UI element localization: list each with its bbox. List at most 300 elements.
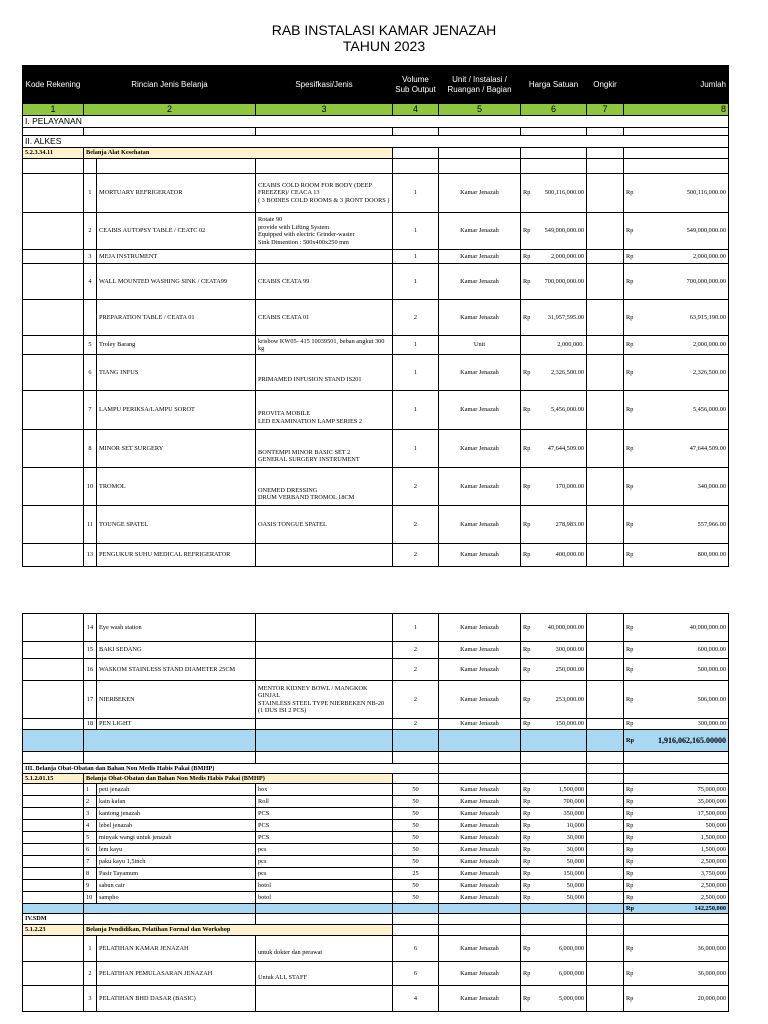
item-ongkir [587,659,624,681]
item-number: 4 [84,264,97,300]
table-row [23,468,729,506]
currency: Rp [523,881,531,889]
total-value: 75,000,000 [697,785,726,793]
item-ongkir [587,808,624,820]
total-value: 2,500,000 [700,893,726,901]
table-row [23,336,729,355]
item-number: 3 [84,250,97,264]
empty-cell [23,820,84,832]
item-number: 3 [84,808,97,820]
item-unit: Kamar Jenazah [439,174,521,213]
item-unit: Kamar Jenazah [439,892,521,904]
item-number: 8 [84,868,97,880]
item-volume: 50 [393,784,439,796]
currency: Rp [523,406,531,414]
item-unit: Kamar Jenazah [439,355,521,391]
item-spec: pcs [256,844,393,856]
item-ongkir [587,796,624,808]
section-pelayanan: I. PELAYANAN [23,116,729,128]
item-spec: PRIMAMED INFUSION STAND IS201 [256,355,393,391]
item-total [624,430,729,468]
item-number: 14 [84,614,97,642]
table-row [23,174,729,213]
empty-cell [23,642,84,659]
empty-cell [23,430,84,468]
total-value: 3,750,000 [700,869,726,877]
spacer-row [23,159,729,174]
item-unit: Kamar Jenazah [439,986,521,1012]
item-spec: pcs [256,856,393,868]
currency: Rp [626,944,634,952]
item-ongkir [587,264,624,300]
currency: Rp [626,695,634,703]
total-value: 36,000,000 [697,969,726,977]
price-value: 30,000 [566,833,584,841]
table-row [23,820,729,832]
item-volume: 6 [393,962,439,986]
empty-cell [23,844,84,856]
item-spec [256,544,393,567]
currency: Rp [523,893,531,901]
total-value: 1,500,000 [700,845,726,853]
alkes-total: 1,916,062,165.00000 [658,735,726,745]
item-volume: 1 [393,250,439,264]
column-number-row [23,104,729,116]
item-ongkir [587,336,624,355]
item-total [624,681,729,719]
table-row [23,681,729,719]
item-volume: 2 [393,506,439,544]
item-volume: 1 [393,355,439,391]
item-price [521,614,587,642]
total-value: 20,000,000 [697,994,726,1002]
item-ongkir [587,250,624,264]
item-price [521,213,587,250]
total-value: 2,000,000.00 [692,341,726,349]
currency: Rp [626,368,634,376]
empty-cell [23,213,84,250]
item-unit: Kamar Jenazah [439,820,521,832]
item-name: sabun cair [97,880,256,892]
currency: Rp [523,520,531,528]
currency: Rp [626,857,634,865]
empty-cell [23,336,84,355]
item-number: 16 [84,659,97,681]
item-volume: 4 [393,986,439,1012]
col-num: 3 [256,104,393,116]
item-number [84,300,97,336]
total-value: 47,644,509.00 [689,444,726,452]
item-name: WASKOM STAINLESS STAND DIAMETER 25CM [97,659,256,681]
document-subtitle: TAHUN 2023 [342,38,426,54]
currency: Rp [523,227,531,235]
item-ongkir [587,642,624,659]
empty-cell [23,880,84,892]
item-total [624,250,729,264]
table-row [23,544,729,567]
currency: Rp [626,785,634,793]
col-num: 5 [439,104,521,116]
item-name: Troley Barang [97,336,256,355]
total-value: 63,915,190.00 [689,313,726,321]
currency: Rp [626,821,634,829]
item-ongkir [587,355,624,391]
item-name: PELATIHAN BHD DASAR (BASIC) [97,986,256,1012]
item-name: kantong jenazah [97,808,256,820]
item-volume: 50 [393,856,439,868]
item-spec: Rotate 90 provide with Lifting System Equipped with electric Grinder-waster Sink Dimention : 500x400x250 mm [256,213,393,250]
item-name: paku kayu 1,5inch [97,856,256,868]
currency: Rp [523,785,531,793]
category-title: Belanja Alat Kesehatan [84,148,393,159]
item-unit: Kamar Jenazah [439,506,521,544]
item-name: PENGUKUR SUHU MEDICAL REFRIGERATOR [97,544,256,567]
currency: Rp [523,368,531,376]
table-row [23,986,729,1012]
currency: Rp [523,845,531,853]
item-total [624,820,729,832]
item-unit: Kamar Jenazah [439,868,521,880]
currency: Rp [626,797,634,805]
empty-cell [23,784,84,796]
item-spec [256,986,393,1012]
table-row [23,659,729,681]
item-name: TOUNGE SPATEL [97,506,256,544]
section-alkes: II. ALKES [23,136,729,148]
item-volume: 2 [393,468,439,506]
item-unit: Kamar Jenazah [439,250,521,264]
table-row [23,213,729,250]
item-total [624,936,729,962]
price-value: 549,000,000.00 [544,227,584,235]
currency: Rp [626,720,634,728]
item-ongkir [587,868,624,880]
item-volume: 1 [393,336,439,355]
item-number: 13 [84,544,97,567]
item-unit: Kamar Jenazah [439,856,521,868]
item-price [521,986,587,1012]
item-ongkir [587,544,624,567]
currency: Rp [626,277,634,285]
item-spec: Untuk ALL STAFF [256,962,393,986]
currency: Rp [626,227,634,235]
empty-cell [23,986,84,1012]
total-value: 300,000.00 [697,720,726,728]
item-spec: CEABIS CEATA 99 [256,264,393,300]
total-value: 600,000.00 [697,646,726,654]
item-ongkir [587,681,624,719]
empty-cell [23,962,84,986]
table-row [23,856,729,868]
item-spec: MENTOR KIDNEY BOWL / MANGKOK GINJAL STAINLESS STEEL TYPE NIERBEKEN NB-20 (1 DUS ISI 2 PCS) [256,681,393,719]
item-name: Eye wash station [97,614,256,642]
item-spec: OASIS TONGUE SPATEL [256,506,393,544]
table-row [23,506,729,544]
price-value: 150,000 [563,869,584,877]
item-volume: 1 [393,614,439,642]
budget-table [22,65,729,567]
item-price [521,659,587,681]
currency: Rp [523,646,531,654]
item-ongkir [587,936,624,962]
currency: Rp [523,969,531,977]
item-price [521,300,587,336]
item-number: 8 [84,430,97,468]
item-name: BAKI SEDANG [97,642,256,659]
item-total [624,355,729,391]
total-value: 557,966.00 [697,520,726,528]
item-spec [256,614,393,642]
price-value: 2,000,000.00 [550,252,584,260]
item-name: WALL MOUNTED WASHING SINK / CEATA99 [97,264,256,300]
item-ongkir [587,820,624,832]
currency: Rp [626,252,634,260]
item-number: 1 [84,936,97,962]
account-code: 5.1.2.23 [23,925,84,936]
price-value: 700,000,000.00 [544,277,584,285]
currency: Rp [523,994,531,1002]
item-volume: 1 [393,264,439,300]
currency: Rp [626,904,635,912]
item-ongkir [587,856,624,868]
item-name: TROMOL [97,468,256,506]
table-row [23,300,729,336]
price-value: 31,957,595.00 [547,313,584,321]
item-price [521,355,587,391]
item-price [521,430,587,468]
item-ongkir [587,844,624,856]
item-volume: 1 [393,213,439,250]
item-name: lebel jenazah [97,820,256,832]
table-row [23,642,729,659]
item-number: 2 [84,962,97,986]
item-price [521,264,587,300]
item-price [521,719,587,730]
empty-cell [23,468,84,506]
price-value: 170,000.00 [555,482,584,490]
item-spec [256,659,393,681]
header-jumlah: Jumlah [624,66,729,104]
item-unit: Kamar Jenazah [439,719,521,730]
item-unit: Kamar Jenazah [439,264,521,300]
currency: Rp [626,833,634,841]
currency: Rp [523,833,531,841]
empty-cell [23,544,84,567]
item-name: NIERBEKEN [97,681,256,719]
price-value: 300,000.00 [555,646,584,654]
currency: Rp [523,313,531,321]
header-ongkir: Ongkir [587,66,624,104]
total-value: 340,000.00 [697,482,726,490]
table-row [23,355,729,391]
item-number: 18 [84,719,97,730]
item-ongkir [587,880,624,892]
table-row [23,880,729,892]
item-number: 11 [84,506,97,544]
total-value: 700,000,000.00 [686,277,726,285]
item-name: kain kafan [97,796,256,808]
col-num: 7 [587,104,624,116]
item-volume: 1 [393,430,439,468]
header-harga: Harga Satuan [521,66,587,104]
col-num: 6 [521,104,587,116]
total-value: 36,000,000 [697,944,726,952]
item-volume: 1 [393,391,439,430]
currency: Rp [626,969,634,977]
item-ongkir [587,506,624,544]
total-value: 549,000,000.00 [686,227,726,235]
price-value: 47,644,509.00 [547,444,584,452]
item-price [521,820,587,832]
item-price [521,174,587,213]
currency: Rp [523,623,531,631]
table-row [23,868,729,880]
item-volume: 50 [393,808,439,820]
item-volume: 2 [393,300,439,336]
currency: Rp [626,482,634,490]
item-volume: 50 [393,832,439,844]
currency: Rp [626,809,634,817]
item-total [624,614,729,642]
empty-cell [23,832,84,844]
empty-cell [23,250,84,264]
item-spec: CEABIS CEATA 01 [256,300,393,336]
item-name: PELATIHAN PEMULASARAN JENAZAH [97,962,256,986]
category-title: Belanja Obat-Obatan dan Bahan Non Medis Habis Pakai (BMHP) [84,774,393,784]
table-row [23,430,729,468]
item-volume: 1 [393,174,439,213]
item-price [521,796,587,808]
price-value: 250,000.00 [555,665,584,673]
price-value: 253,000.00 [555,695,584,703]
table-row [23,844,729,856]
item-spec: krisbow KW05- 415 10039501, beban angkut 300 kg [256,336,393,355]
item-number: 4 [84,820,97,832]
item-unit: Unit [439,336,521,355]
item-unit: Kamar Jenazah [439,614,521,642]
bmhp-total-row [23,904,729,914]
item-unit: Kamar Jenazah [439,681,521,719]
item-ongkir [587,719,624,730]
item-unit: Kamar Jenazah [439,880,521,892]
item-price [521,784,587,796]
price-value: 50,000 [566,893,584,901]
currency: Rp [626,869,634,877]
item-total [624,300,729,336]
item-total [624,880,729,892]
item-number: 15 [84,642,97,659]
category-title: Belanja Pendidikan, Pelatihan Formal dan Workshop [84,925,393,936]
item-spec: ONEMED DRESSING DRUM VERBAND TROMOL 18CM [256,468,393,506]
price-value: 278,983.00 [555,520,584,528]
item-number: 6 [84,355,97,391]
price-value: 5,000,000 [558,994,584,1002]
item-volume: 50 [393,796,439,808]
item-name: lem kayu [97,844,256,856]
account-code: 5.2.3.34.11 [23,148,84,159]
item-name: minyak wangi untuk jenazah [97,832,256,844]
total-value: 2,000,000.00 [692,252,726,260]
currency: Rp [523,189,531,197]
currency: Rp [523,695,531,703]
total-value: 500,116,000.00 [686,189,726,197]
item-total [624,391,729,430]
item-number: 6 [84,844,97,856]
item-ongkir [587,391,624,430]
item-volume: 50 [393,844,439,856]
currency: Rp [523,869,531,877]
col-num: 8 [624,104,729,116]
item-number: 10 [84,892,97,904]
currency: Rp [523,482,531,490]
item-spec: pcs [256,868,393,880]
table-row [23,391,729,430]
item-unit: Kamar Jenazah [439,844,521,856]
item-name: sampho [97,892,256,904]
item-total [624,986,729,1012]
item-total [624,719,729,730]
document-title: RAB INSTALASI KAMAR JENAZAH [271,22,497,38]
table-row [23,784,729,796]
item-price [521,506,587,544]
col-num: 4 [393,104,439,116]
price-value: 400,000.00 [555,551,584,559]
item-unit: Kamar Jenazah [439,936,521,962]
price-value: 6,000,000 [558,969,584,977]
currency: Rp [523,821,531,829]
item-total [624,336,729,355]
item-unit: Kamar Jenazah [439,832,521,844]
table-row [23,936,729,962]
item-volume: 2 [393,681,439,719]
empty-cell [23,868,84,880]
item-price [521,468,587,506]
currency: Rp [626,736,635,744]
currency: Rp [523,277,531,285]
item-ongkir [587,213,624,250]
item-spec: box [256,784,393,796]
item-spec: PCS [256,832,393,844]
item-ongkir [587,300,624,336]
currency: Rp [626,646,634,654]
item-price [521,681,587,719]
table-row [23,719,729,730]
item-ongkir [587,784,624,796]
section-sdm: IV.SDM [23,914,84,925]
price-value: 5,456,000.00 [550,406,584,414]
currency: Rp [523,857,531,865]
price-value: 50,000 [566,857,584,865]
currency: Rp [626,189,634,197]
total-value: 2,500,000 [700,857,726,865]
total-value: 17,500,000 [697,809,726,817]
total-value: 5,456,000.00 [692,406,726,414]
item-ongkir [587,430,624,468]
item-ongkir [587,468,624,506]
item-total [624,856,729,868]
item-spec: PCS [256,808,393,820]
item-ongkir [587,962,624,986]
item-unit: Kamar Jenazah [439,962,521,986]
item-total [624,784,729,796]
item-price [521,880,587,892]
empty-cell [23,719,84,730]
item-volume: 50 [393,820,439,832]
item-price [521,936,587,962]
total-value: 500,000 [705,821,726,829]
item-spec: PROVITA MOBILE LED EXAMINATION LAMP SERIES 2 [256,391,393,430]
item-price [521,250,587,264]
